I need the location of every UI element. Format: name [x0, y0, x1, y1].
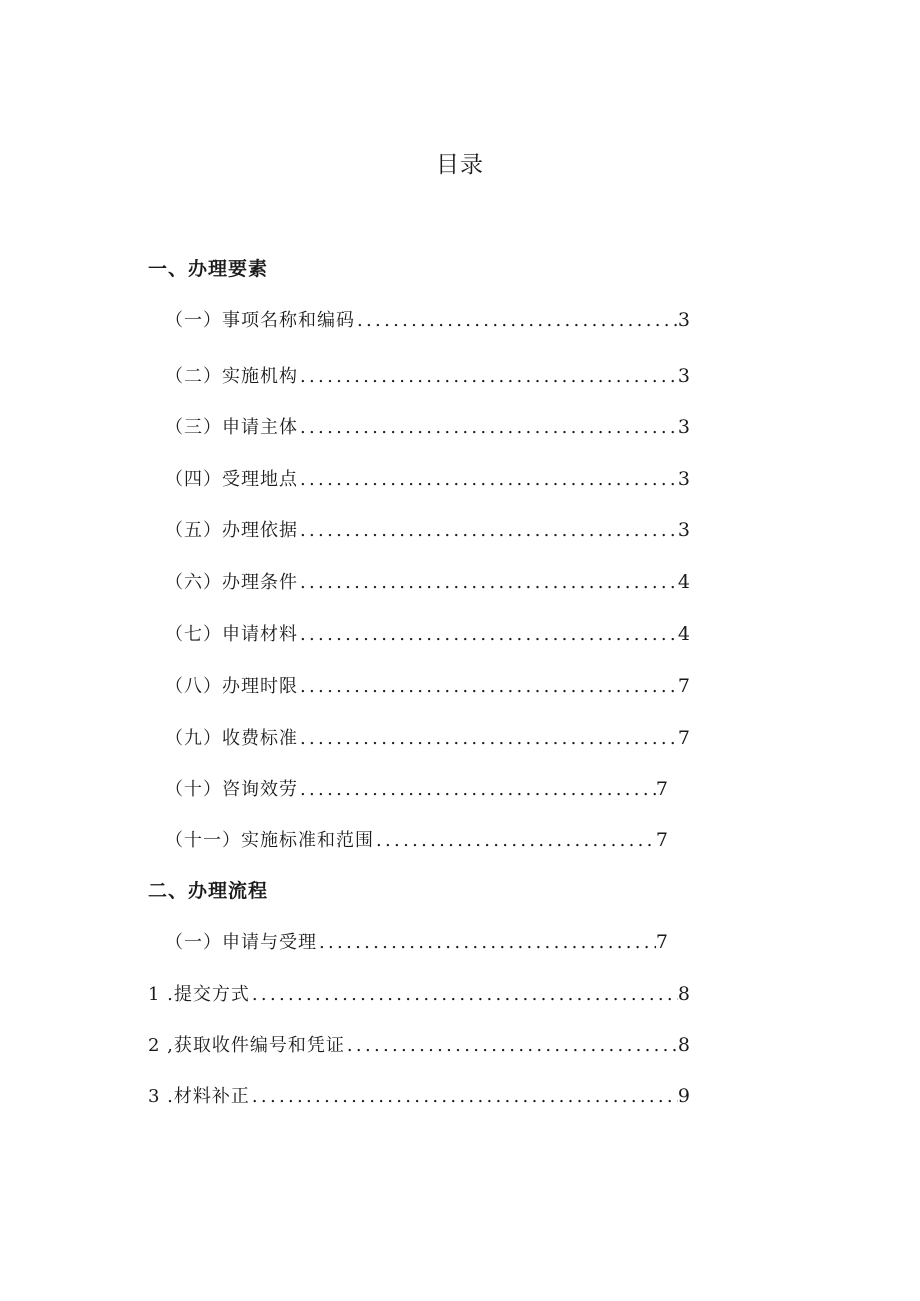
toc-entry-page: 7	[655, 829, 668, 851]
page-title: 目录	[436, 152, 484, 178]
section-heading-elements: 一、办理要素	[148, 258, 269, 280]
toc-entry-label: （十）咨询效劳	[165, 779, 298, 800]
toc-entry[interactable]	[165, 673, 690, 700]
toc-entry[interactable]	[148, 981, 690, 1008]
toc-entry-label: 2 ,获取收件编号和凭证	[148, 1035, 345, 1056]
dot-leader	[355, 308, 678, 334]
toc-entry-page: 7	[677, 675, 690, 697]
toc-entry-page: 3	[677, 519, 690, 541]
dot-leader	[298, 726, 678, 752]
toc-entry-label: （六）办理条件	[165, 572, 298, 593]
dot-leader	[298, 777, 656, 803]
toc-entry-page: 7	[677, 727, 690, 749]
dot-leader	[374, 828, 656, 854]
dot-leader	[298, 518, 678, 544]
toc-entry-label: 1 .提交方式	[148, 984, 250, 1005]
toc-entry-page: 9	[677, 1085, 690, 1107]
toc-entry-page: 3	[677, 365, 690, 387]
toc-entry[interactable]	[165, 827, 668, 854]
toc-entry[interactable]	[165, 569, 690, 596]
toc-entry-page: 4	[677, 623, 690, 645]
toc-entry-label: 3 .材料补正	[148, 1086, 250, 1107]
toc-entry[interactable]	[165, 363, 690, 390]
toc-entry[interactable]	[165, 307, 690, 334]
dot-leader	[250, 982, 678, 1008]
toc-entry-page: 4	[677, 571, 690, 593]
dot-leader	[298, 622, 678, 648]
toc-entry[interactable]	[165, 776, 668, 803]
toc-entry-label: （七）申请材料	[165, 624, 298, 645]
dot-leader	[298, 570, 678, 596]
toc-entry-page: 7	[655, 778, 668, 800]
toc-entry[interactable]	[165, 929, 668, 956]
toc-entry-label: （九）收费标准	[165, 728, 298, 749]
toc-entry[interactable]	[148, 1083, 690, 1110]
toc-entry[interactable]	[165, 414, 690, 441]
toc-entry-label: （十一）实施标准和范围	[165, 830, 374, 851]
toc-entry-label: （一）申请与受理	[165, 932, 317, 953]
toc-entry-page: 3	[677, 309, 690, 331]
toc-entry-label: （五）办理依据	[165, 520, 298, 541]
section-heading-process: 二、办理流程	[148, 880, 269, 902]
toc-entry-label: （二）实施机构	[165, 366, 298, 387]
dot-leader	[298, 467, 678, 493]
dot-leader	[298, 674, 678, 700]
toc-entry[interactable]	[148, 1032, 690, 1059]
toc-entry-label: （八）办理时限	[165, 676, 298, 697]
dot-leader	[298, 364, 678, 390]
dot-leader	[345, 1033, 678, 1059]
toc-entry[interactable]	[165, 517, 690, 544]
toc-entry-page: 8	[677, 1034, 690, 1056]
toc-entry-page: 3	[677, 416, 690, 438]
toc-entry-label: （三）申请主体	[165, 417, 298, 438]
toc-entry[interactable]	[165, 725, 690, 752]
dot-leader	[317, 930, 656, 956]
toc-entry-page: 3	[677, 468, 690, 490]
toc-entry[interactable]	[165, 621, 690, 648]
toc-entry-label: （一）事项名称和编码	[165, 310, 355, 331]
toc-entry[interactable]	[165, 466, 690, 493]
toc-entry-page: 8	[677, 983, 690, 1005]
dot-leader	[250, 1084, 678, 1110]
toc-entry-label: （四）受理地点	[165, 469, 298, 490]
toc-entry-page: 7	[655, 931, 668, 953]
dot-leader	[298, 415, 678, 441]
